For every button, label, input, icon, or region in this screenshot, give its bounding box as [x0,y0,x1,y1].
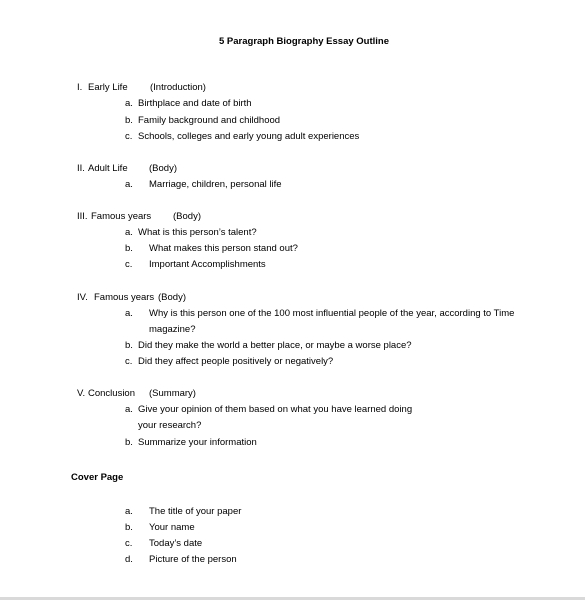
item-text: Give your opinion of them based on what you have learned doing [138,404,413,415]
section-2-heading: Adult Life [88,163,128,174]
item-letter: a. [125,227,133,238]
section-3-heading: Famous years [91,211,152,222]
item-text: Today’s date [149,538,203,549]
item-text: Summarize your information [138,437,257,448]
item-text: Did they affect people positively or negatively? [138,356,334,367]
item-letter: c. [125,131,133,142]
item-text: The title of your paper [149,506,242,517]
section-1-numeral: I. [77,82,83,93]
item-text: What is this person’s talent? [138,227,257,238]
item-letter: d. [125,554,133,565]
item-letter: b. [125,340,133,351]
section-1-heading: Early Life [88,82,128,93]
item-text: Marriage, children, personal life [149,179,282,190]
item-text: Your name [149,522,195,533]
item-letter: b. [125,243,133,254]
section-2-numeral: II. [77,163,85,174]
item-letter: b. [125,522,133,533]
item-text-continuation: magazine? [149,324,196,335]
item-text: What makes this person stand out? [149,243,298,254]
page-title: 5 Paragraph Biography Essay Outline [219,36,389,47]
item-text: Birthplace and date of birth [138,98,252,109]
section-2-role: (Body) [149,163,177,174]
item-letter: c. [125,356,133,367]
item-text: Family background and childhood [138,115,281,126]
item-text: Picture of the person [149,554,237,565]
section-4-role: (Body) [158,292,186,303]
item-letter: a. [125,506,133,517]
section-5-numeral: V. [77,388,86,399]
section-4-heading: Famous years [94,292,155,303]
section-3-role: (Body) [173,211,201,222]
item-text: Schools, colleges and early young adult experiences [138,131,360,142]
section-1-role: (Introduction) [150,82,206,93]
item-letter: c. [125,259,133,270]
item-text: Did they make the world a better place, or maybe a worse place? [138,340,412,351]
item-letter: b. [125,115,133,126]
section-5-heading: Conclusion [88,388,135,399]
item-text: Important Accomplishments [149,259,266,270]
item-letter: a. [125,98,133,109]
section-3-numeral: III. [77,211,88,222]
item-letter: a. [125,404,133,415]
cover-page-heading: Cover Page [71,472,124,483]
item-letter: a. [125,308,133,319]
item-text: Why is this person one of the 100 most influential people of the year, according to Time [149,308,515,319]
item-letter: a. [125,179,133,190]
item-text-continuation: your research? [138,420,202,431]
section-5-role: (Summary) [149,388,196,399]
item-letter: c. [125,538,133,549]
section-4-numeral: IV. [77,292,88,303]
item-letter: b. [125,437,133,448]
